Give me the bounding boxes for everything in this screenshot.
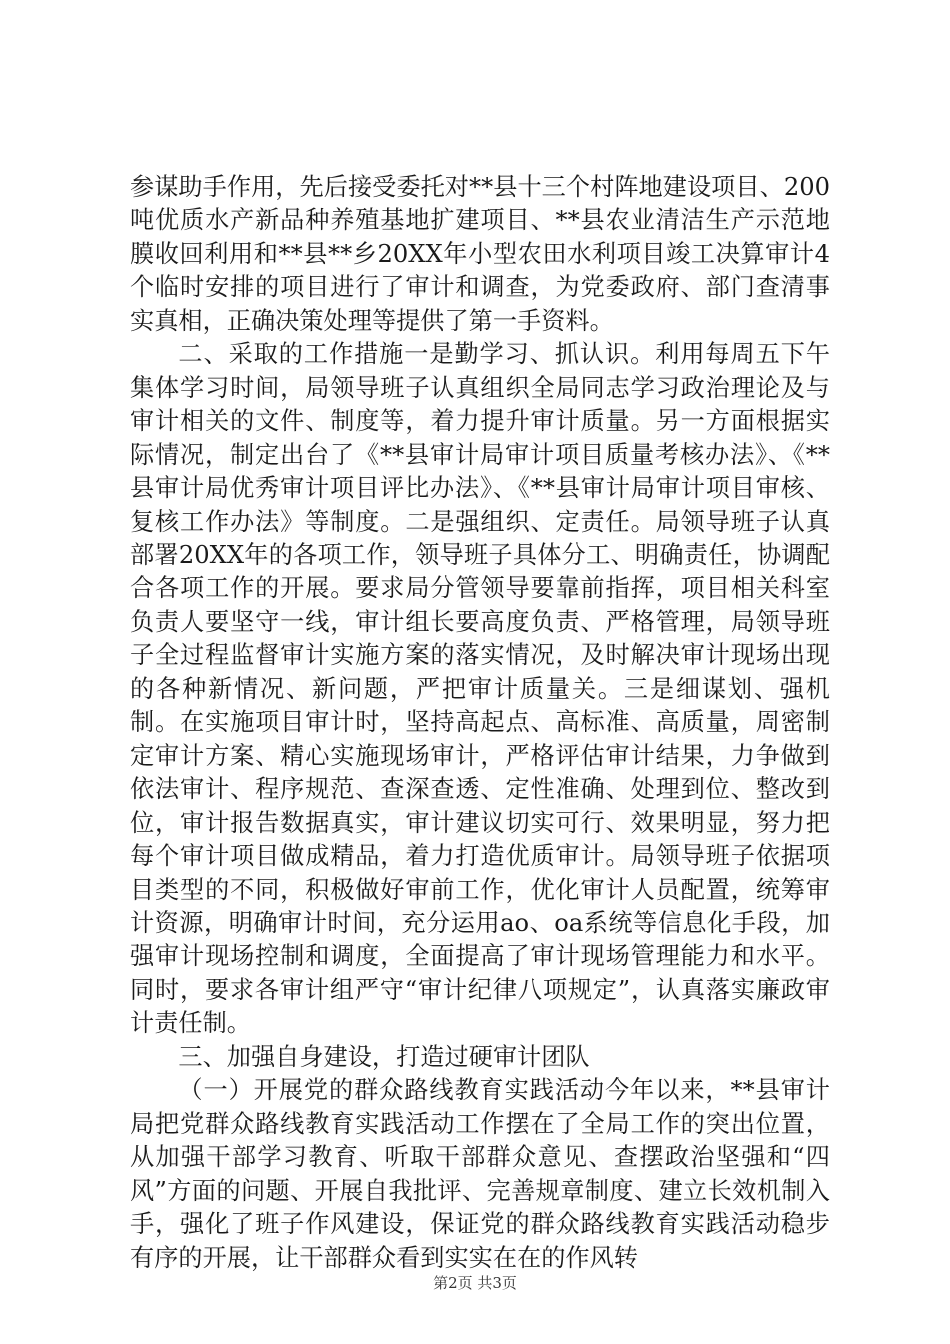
document-body [130, 171, 830, 1275]
paragraph-mass-line-education: （一）开展党的群众路线教育实践活动今年以来，**县审计局把党群众路线教育实践活动工作摆在了全局工作的突出位置，从加强干部学习教育、听取干部群众意见、查摆政治坚强和“四风”方面的问题、开展自我批评、完善规章制度、建立长效机制入手，强化了班子作风建设，保证党的群众路线教育实践活动稳步有序的开展，让干部群众看到实实在在的作风转 [130, 1076, 830, 1272]
paragraph-continued: 参谋助手作用，先后接受委托对**县十三个村阵地建设项目、200吨优质水产新品种养殖基地扩建项目、**县农业清洁生产示范地膜收回利用和**县**乡20XX年小型农田水利项目竣工决算审计4个临时安排的项目进行了审计和调查，为党委政府、部门查清事实真相，正确决策处理等提供了第一手资料。 [130, 173, 830, 335]
page-number-footer: 第2页 共3页 [433, 1274, 517, 1292]
paragraph-work-measures: 二、采取的工作措施一是勤学习、抓认识。利用每周五下午集体学习时间，局领导班子认真组织全局同志学习政治理论及与审计相关的文件、制度等，着力提升审计质量。另一方面根据实际情况，制定出台了《**县审计局审计项目质量考核办法》、《**县审计局优秀审计项目评比办法》、《**县审计局审计项目审核、复核工作办法》等制度。二是强组织、定责任。局领导班子认真部署20XX年的各项工作，领导班子具体分工、明确责任，协调配合各项工作的开展。要求局分管领导要靠前指挥，项目相关科室负责人要坚守一线，审计组长要高度负责、严格管理，局领导班子全过程监督审计实施方案的落实情况，及时解决审计现场出现的各种新情况、新问题，严把审计质量关。三是细谋划、强机制。在实施项目审计时，坚持高起点、高标准、高质量，周密制定审计方案、精心实施现场审计，严格评估审计结果，力争做到依法审计、程序规范、查深查透、定性准确、处理到位、整改到位，审计报告数据真实，审计建议切实可行、效果明显，努力把每个审计项目做成精品，着力打造优质审计。局领导班子依据项目类型的不同，积极做好审前工作，优化审计人员配置，统筹审计资源，明确审计时间，充分运用ao、oa系统等信息化手段，加强审计现场控制和调度，全面提高了审计现场管理能力和水平。同时，要求各审计组严守“审计纪律八项规定”，认真落实廉政审计责任制。 [130, 340, 830, 1038]
section-heading-team-building: 三、加强自身建设，打造过硬审计团队 [178, 1042, 590, 1071]
